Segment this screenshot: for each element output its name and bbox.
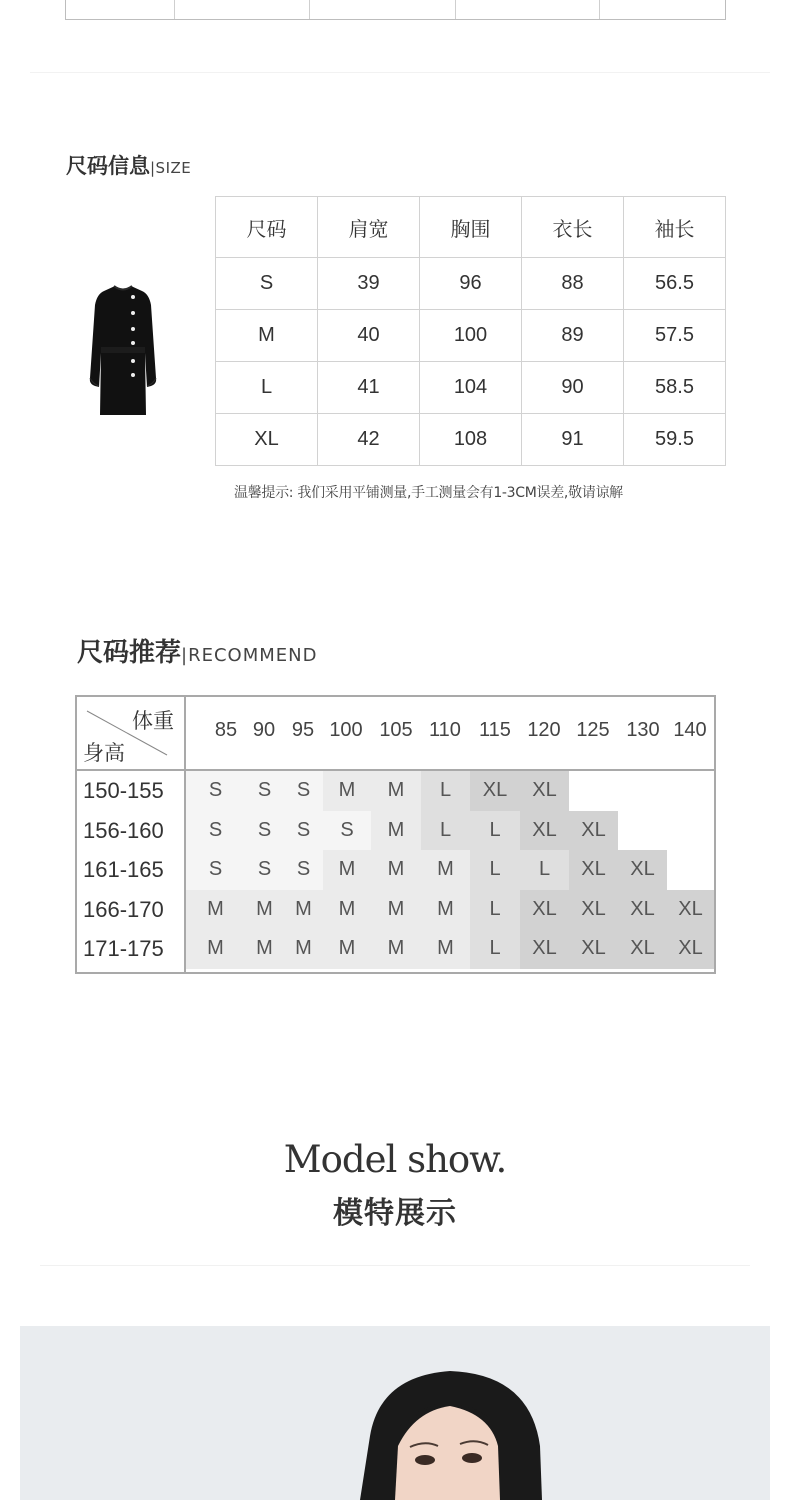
table-row xyxy=(216,414,726,466)
recommend-cell: M xyxy=(323,929,371,969)
length-cell: 90 xyxy=(522,362,624,414)
weight-header-90: 90 xyxy=(252,719,276,741)
table-row xyxy=(216,310,726,362)
recommend-cell: S xyxy=(186,811,245,851)
sleeve-cell: 57.5 xyxy=(624,310,726,362)
table-divider xyxy=(309,0,310,19)
recommend-cell: XL xyxy=(569,929,618,969)
table-divider xyxy=(455,0,456,19)
shoulder-cell: 39 xyxy=(318,258,420,310)
recommend-title: 尺码推荐 xyxy=(77,638,182,668)
recommend-cell: L xyxy=(470,811,520,851)
recommend-cell xyxy=(667,811,714,851)
recommend-cell: S xyxy=(186,850,245,890)
previous-table-fragment xyxy=(65,0,726,20)
weight-label: 体重 xyxy=(132,709,174,733)
recommend-cell: XL xyxy=(520,890,569,930)
weight-header-140: 140 xyxy=(673,719,707,741)
recommend-cell: S xyxy=(245,850,284,890)
table-row xyxy=(216,362,726,414)
recommend-cell: S xyxy=(284,811,323,851)
section-divider xyxy=(40,1265,750,1266)
size-info-subtitle: |SIZE xyxy=(150,159,192,177)
model-photo-illustration xyxy=(20,1326,770,1500)
shoulder-cell: 42 xyxy=(318,414,420,466)
bust-cell: 108 xyxy=(420,414,522,466)
height-header-171-175: 171-175 xyxy=(83,936,164,961)
sleeve-cell: 56.5 xyxy=(624,258,726,310)
size-cell: XL xyxy=(216,414,318,466)
recommend-cell: M xyxy=(284,929,323,969)
recommend-cell: XL xyxy=(520,771,569,811)
length-cell: 91 xyxy=(522,414,624,466)
recommend-cell: L xyxy=(470,890,520,930)
recommend-cell: L xyxy=(421,771,470,811)
recommend-cell xyxy=(667,771,714,811)
height-header-150-155: 150-155 xyxy=(83,778,164,803)
weight-header-105: 105 xyxy=(379,719,413,741)
recommend-cell: M xyxy=(323,850,371,890)
bust-cell: 104 xyxy=(420,362,522,414)
weight-header-100: 100 xyxy=(329,719,363,741)
recommend-cell: M xyxy=(323,771,371,811)
recommend-cell xyxy=(667,850,714,890)
recommend-cell: M xyxy=(371,811,421,851)
recommend-cell xyxy=(618,771,667,811)
size-info-heading xyxy=(66,150,191,180)
size-table-header: 肩宽 xyxy=(318,197,420,258)
recommend-cell: XL xyxy=(618,929,667,969)
size-table-header: 尺码 xyxy=(216,197,318,258)
weight-header-125: 125 xyxy=(576,719,610,741)
bust-cell: 100 xyxy=(420,310,522,362)
height-header-166-170: 166-170 xyxy=(83,896,164,922)
size-cell: L xyxy=(216,362,318,414)
sleeve-cell: 59.5 xyxy=(624,414,726,466)
table-divider xyxy=(599,0,600,19)
recommend-cell: XL xyxy=(569,890,618,930)
weight-header-130: 130 xyxy=(626,719,660,741)
size-cell: M xyxy=(216,310,318,362)
recommend-cell: XL xyxy=(569,811,618,851)
size-recommend-grid xyxy=(75,695,716,974)
recommend-cell: XL xyxy=(470,771,520,811)
model-photo xyxy=(20,1326,770,1500)
recommend-cell: XL xyxy=(520,811,569,851)
recommend-cell: L xyxy=(421,811,470,851)
height-header-156-160: 156-160 xyxy=(83,817,164,843)
weight-header-120: 120 xyxy=(527,719,561,741)
size-table-header: 袖长 xyxy=(624,197,726,258)
recommend-cell: L xyxy=(470,850,520,890)
shoulder-cell: 40 xyxy=(318,310,420,362)
measurement-note: 温馨提示: 我们采用平铺测量,手工测量会有1-3CM误差,敬请谅解 xyxy=(234,485,623,501)
recommend-cell: XL xyxy=(618,890,667,930)
recommend-cell: M xyxy=(371,850,421,890)
recommend-cell: M xyxy=(323,890,371,930)
model-show-subtitle: 模特展示 xyxy=(333,1196,457,1231)
size-table-header-row xyxy=(216,197,726,258)
recommend-subtitle: |RECOMMEND xyxy=(181,645,318,666)
recommend-cell: M xyxy=(284,890,323,930)
recommend-cell: M xyxy=(186,929,245,969)
recommend-cell: M xyxy=(421,929,470,969)
recommend-cell: L xyxy=(520,850,569,890)
table-divider xyxy=(174,0,175,19)
table-row xyxy=(216,258,726,310)
shoulder-cell: 41 xyxy=(318,362,420,414)
length-cell: 88 xyxy=(522,258,624,310)
model-show-title: Model show. xyxy=(283,1138,507,1181)
size-cell: S xyxy=(216,258,318,310)
length-cell: 89 xyxy=(522,310,624,362)
recommend-cell: XL xyxy=(520,929,569,969)
weight-header-85: 85 xyxy=(214,719,238,741)
recommend-cell: XL xyxy=(618,850,667,890)
size-info-table xyxy=(215,196,726,466)
recommend-cell xyxy=(618,811,667,851)
section-divider xyxy=(30,72,770,73)
recommend-cell: M xyxy=(371,890,421,930)
recommend-cell: L xyxy=(470,929,520,969)
dress-illustration xyxy=(88,283,158,418)
recommend-cell: S xyxy=(323,811,371,851)
weight-header-110: 110 xyxy=(429,719,461,741)
recommend-cell: S xyxy=(284,771,323,811)
size-info-title: 尺码信息 xyxy=(66,154,150,178)
size-table-header: 胸围 xyxy=(420,197,522,258)
recommend-cell: M xyxy=(371,929,421,969)
recommend-cell: S xyxy=(245,811,284,851)
weight-header-95: 95 xyxy=(291,719,315,741)
weight-header-115: 115 xyxy=(479,719,511,741)
recommend-cell: XL xyxy=(667,929,714,969)
recommend-cell: S xyxy=(186,771,245,811)
recommend-cell: M xyxy=(421,890,470,930)
recommend-cell: M xyxy=(186,890,245,930)
size-table-header: 衣长 xyxy=(522,197,624,258)
grid-corner-cell xyxy=(77,697,184,769)
recommend-cell: S xyxy=(284,850,323,890)
bust-cell: 96 xyxy=(420,258,522,310)
recommend-cell xyxy=(569,771,618,811)
height-header-161-165: 161-165 xyxy=(83,857,164,882)
recommend-cell: M xyxy=(371,771,421,811)
recommend-cell: XL xyxy=(667,890,714,930)
sleeve-cell: 58.5 xyxy=(624,362,726,414)
recommend-cell: XL xyxy=(569,850,618,890)
recommend-cell: S xyxy=(245,771,284,811)
recommend-heading xyxy=(77,632,317,669)
recommend-cell: M xyxy=(245,890,284,930)
recommend-cell: M xyxy=(421,850,470,890)
recommend-cell: M xyxy=(245,929,284,969)
height-label: 身高 xyxy=(83,741,125,765)
